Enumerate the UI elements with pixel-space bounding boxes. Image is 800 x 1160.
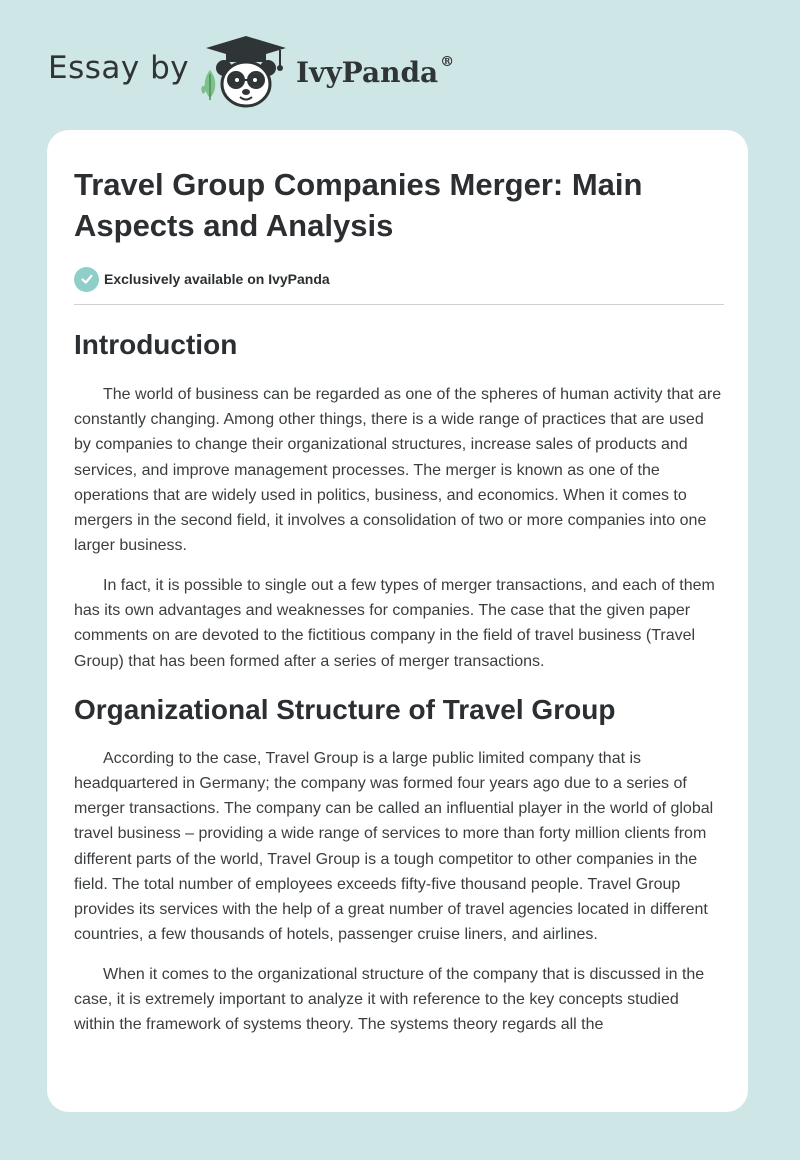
essay-content [74, 164, 724, 1038]
section-body-introduction [74, 382, 724, 674]
section-body-organizational-structure [74, 746, 724, 1038]
essay-card [47, 130, 748, 1112]
paragraph: According to the case, Travel Group is a large public limited company that is headquartered in Germany; the company was formed four years ago due to a series of merger transactions. The company can be called an influential player in the world of global travel business – providing a wide range of services to more than forty million clients from different parts of the world, Travel Group is a tough competitor to other companies in the field. The total number of employees exceeds fifty-five thousand people. Travel Group provides its services with the help of a great number of travel agencies located in different countries, a few thousands of hotels, passenger cruise liners, and airlines. [74, 749, 714, 944]
essay-title: Travel Group Companies Merger: Main Aspects and Analysis [74, 167, 643, 243]
paragraph: The world of business can be regarded as one of the spheres of human activity that are constantly changing. Among other things, there is a wide range of practices that are used by companies to change their organizational structures, increase sales of products and services, and improve management processes. The merger is known as one of the operations that are widely used in politics, business, and economics. When it comes to mergers in the second field, it involves a consolidation of two or more companies into one larger business. [74, 386, 722, 555]
paragraph: When it comes to the organizational structure of the company that is discussed in the case, it is extremely important to analyze it with reference to the key concepts studied within the framework of systems theory. The systems theory regards all the [74, 966, 705, 1034]
paragraph: In fact, it is possible to single out a few types of merger transactions, and each of them has its own advantages and weaknesses for companies. The case that the given paper comments on are devoted to the fictitious company in the field of travel business (Travel Group) that has been formed after a series of merger transactions. [74, 577, 715, 670]
section-heading-organizational-structure: Organizational Structure of Travel Group [74, 693, 616, 725]
registered-mark: ® [440, 54, 455, 70]
brand-name-text: IvyPanda [296, 56, 439, 89]
essay-by-label: Essay by [48, 50, 190, 86]
check-icon [74, 267, 99, 292]
section-heading-introduction: Introduction [74, 329, 238, 360]
title-divider [74, 304, 724, 305]
exclusive-badge [74, 266, 724, 292]
brand-name[interactable] [296, 56, 454, 89]
site-header [48, 30, 548, 110]
panda-logo-icon[interactable] [200, 34, 292, 110]
exclusive-label: Exclusively available on IvyPanda [104, 271, 330, 287]
